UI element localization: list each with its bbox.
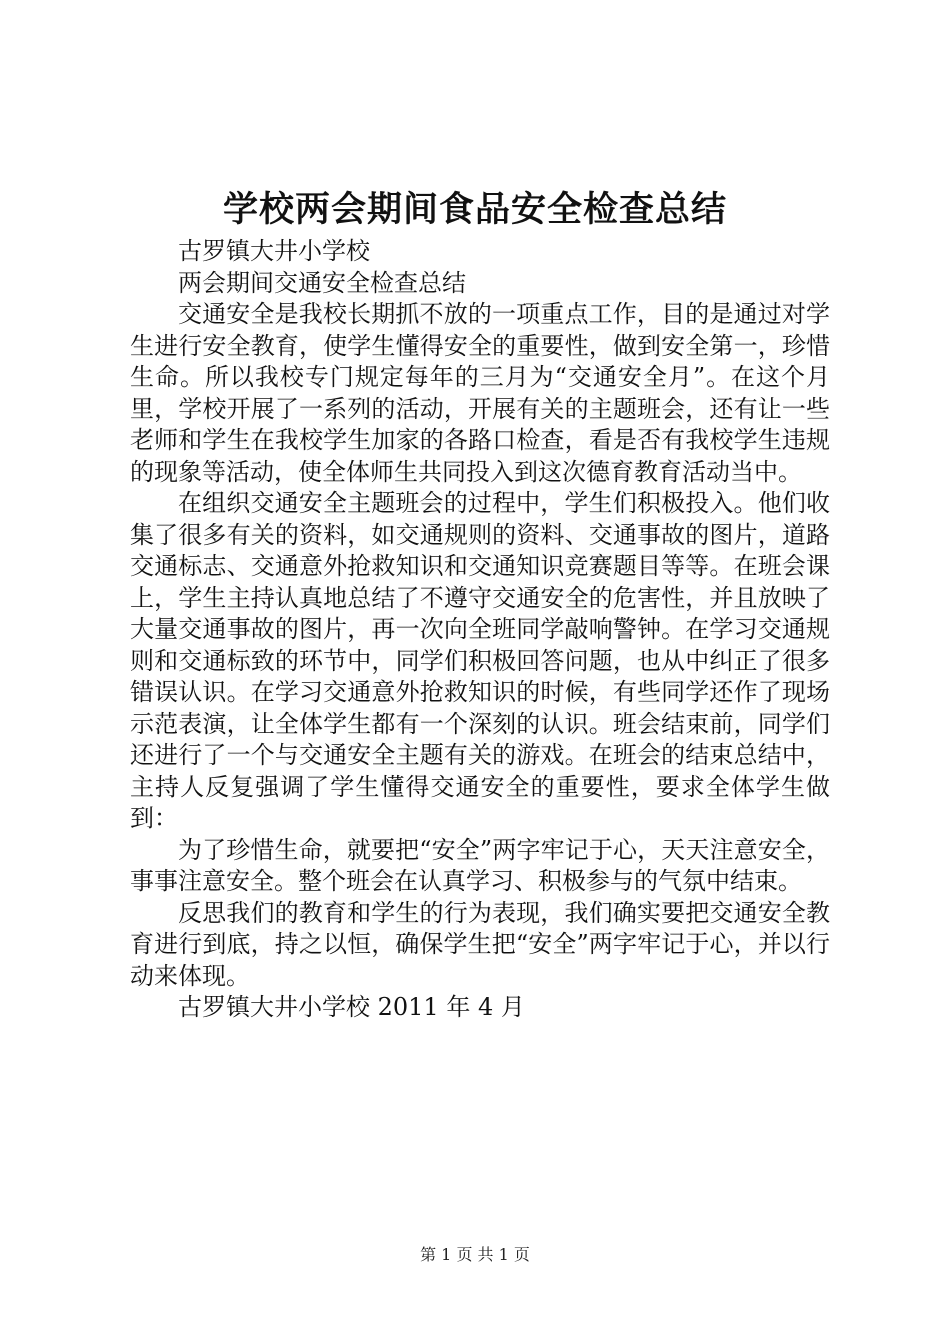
body-paragraph: 为了珍惜生命，就要把“安全”两字牢记于心，天天注意安全，事事注意安全。整个班会在认真学习、积极参与的气氛中结束。 [130,835,830,895]
body-paragraph: 反思我们的教育和学生的行为表现，我们确实要把交通安全教育进行到底，持之以恒，确保学生把“安全”两字牢记于心，并以行动来体现。 [130,898,830,990]
document-title: 学校两会期间食品安全检查总结 [222,189,727,230]
body-paragraph: 在组织交通安全主题班会的过程中，学生们积极投入。他们收集了很多有关的资料，如交通规则的资料、交通事故的图片，道路交通标志、交通意外抢救知识和交通知识竞赛题目等等。在班会课上，学生主持认真地总结了不遵守交通安全的危害性，并且放映了大量交通事故的图片，再一次向全班同学敲响警钟。在学习交通规则和交通标致的环节中，同学们积极回答问题，也从中纠正了很多错误认识。在学习交通意外抢救知识的时候，有些同学还作了现场示范表演，让全体学生都有一个深刻的认识。班会结束前，同学们还进行了一个与交通安全主题有关的游戏。在班会的结束总结中，主持人反复强调了学生懂得交通安全的重要性，要求全体学生做到： [130,489,830,832]
body-paragraph: 交通安全是我校长期抓不放的一项重点工作，目的是通过对学生进行安全教育，使学生懂得安全的重要性，做到安全第一，珍惜生命。所以我校专门规定每年的三月为“交通安全月”。在这个月里，学校开展了一系列的活动，开展有关的主题班会，还有让一些老师和学生在我校学生加家的各路口检查，看是否有我校学生违规的现象等活动，使全体师生共同投入到这次德育教育活动当中。 [130,300,830,486]
school-name-line: 古罗镇大井小学校 [178,237,370,265]
document-body [130,236,830,1024]
page-number-footer: 第 1 页 共 1 页 [420,1245,530,1264]
signature-date-line: 古罗镇大井小学校 2011 年 4 月 [178,993,525,1021]
subtitle-line: 两会期间交通安全检查总结 [178,268,466,297]
